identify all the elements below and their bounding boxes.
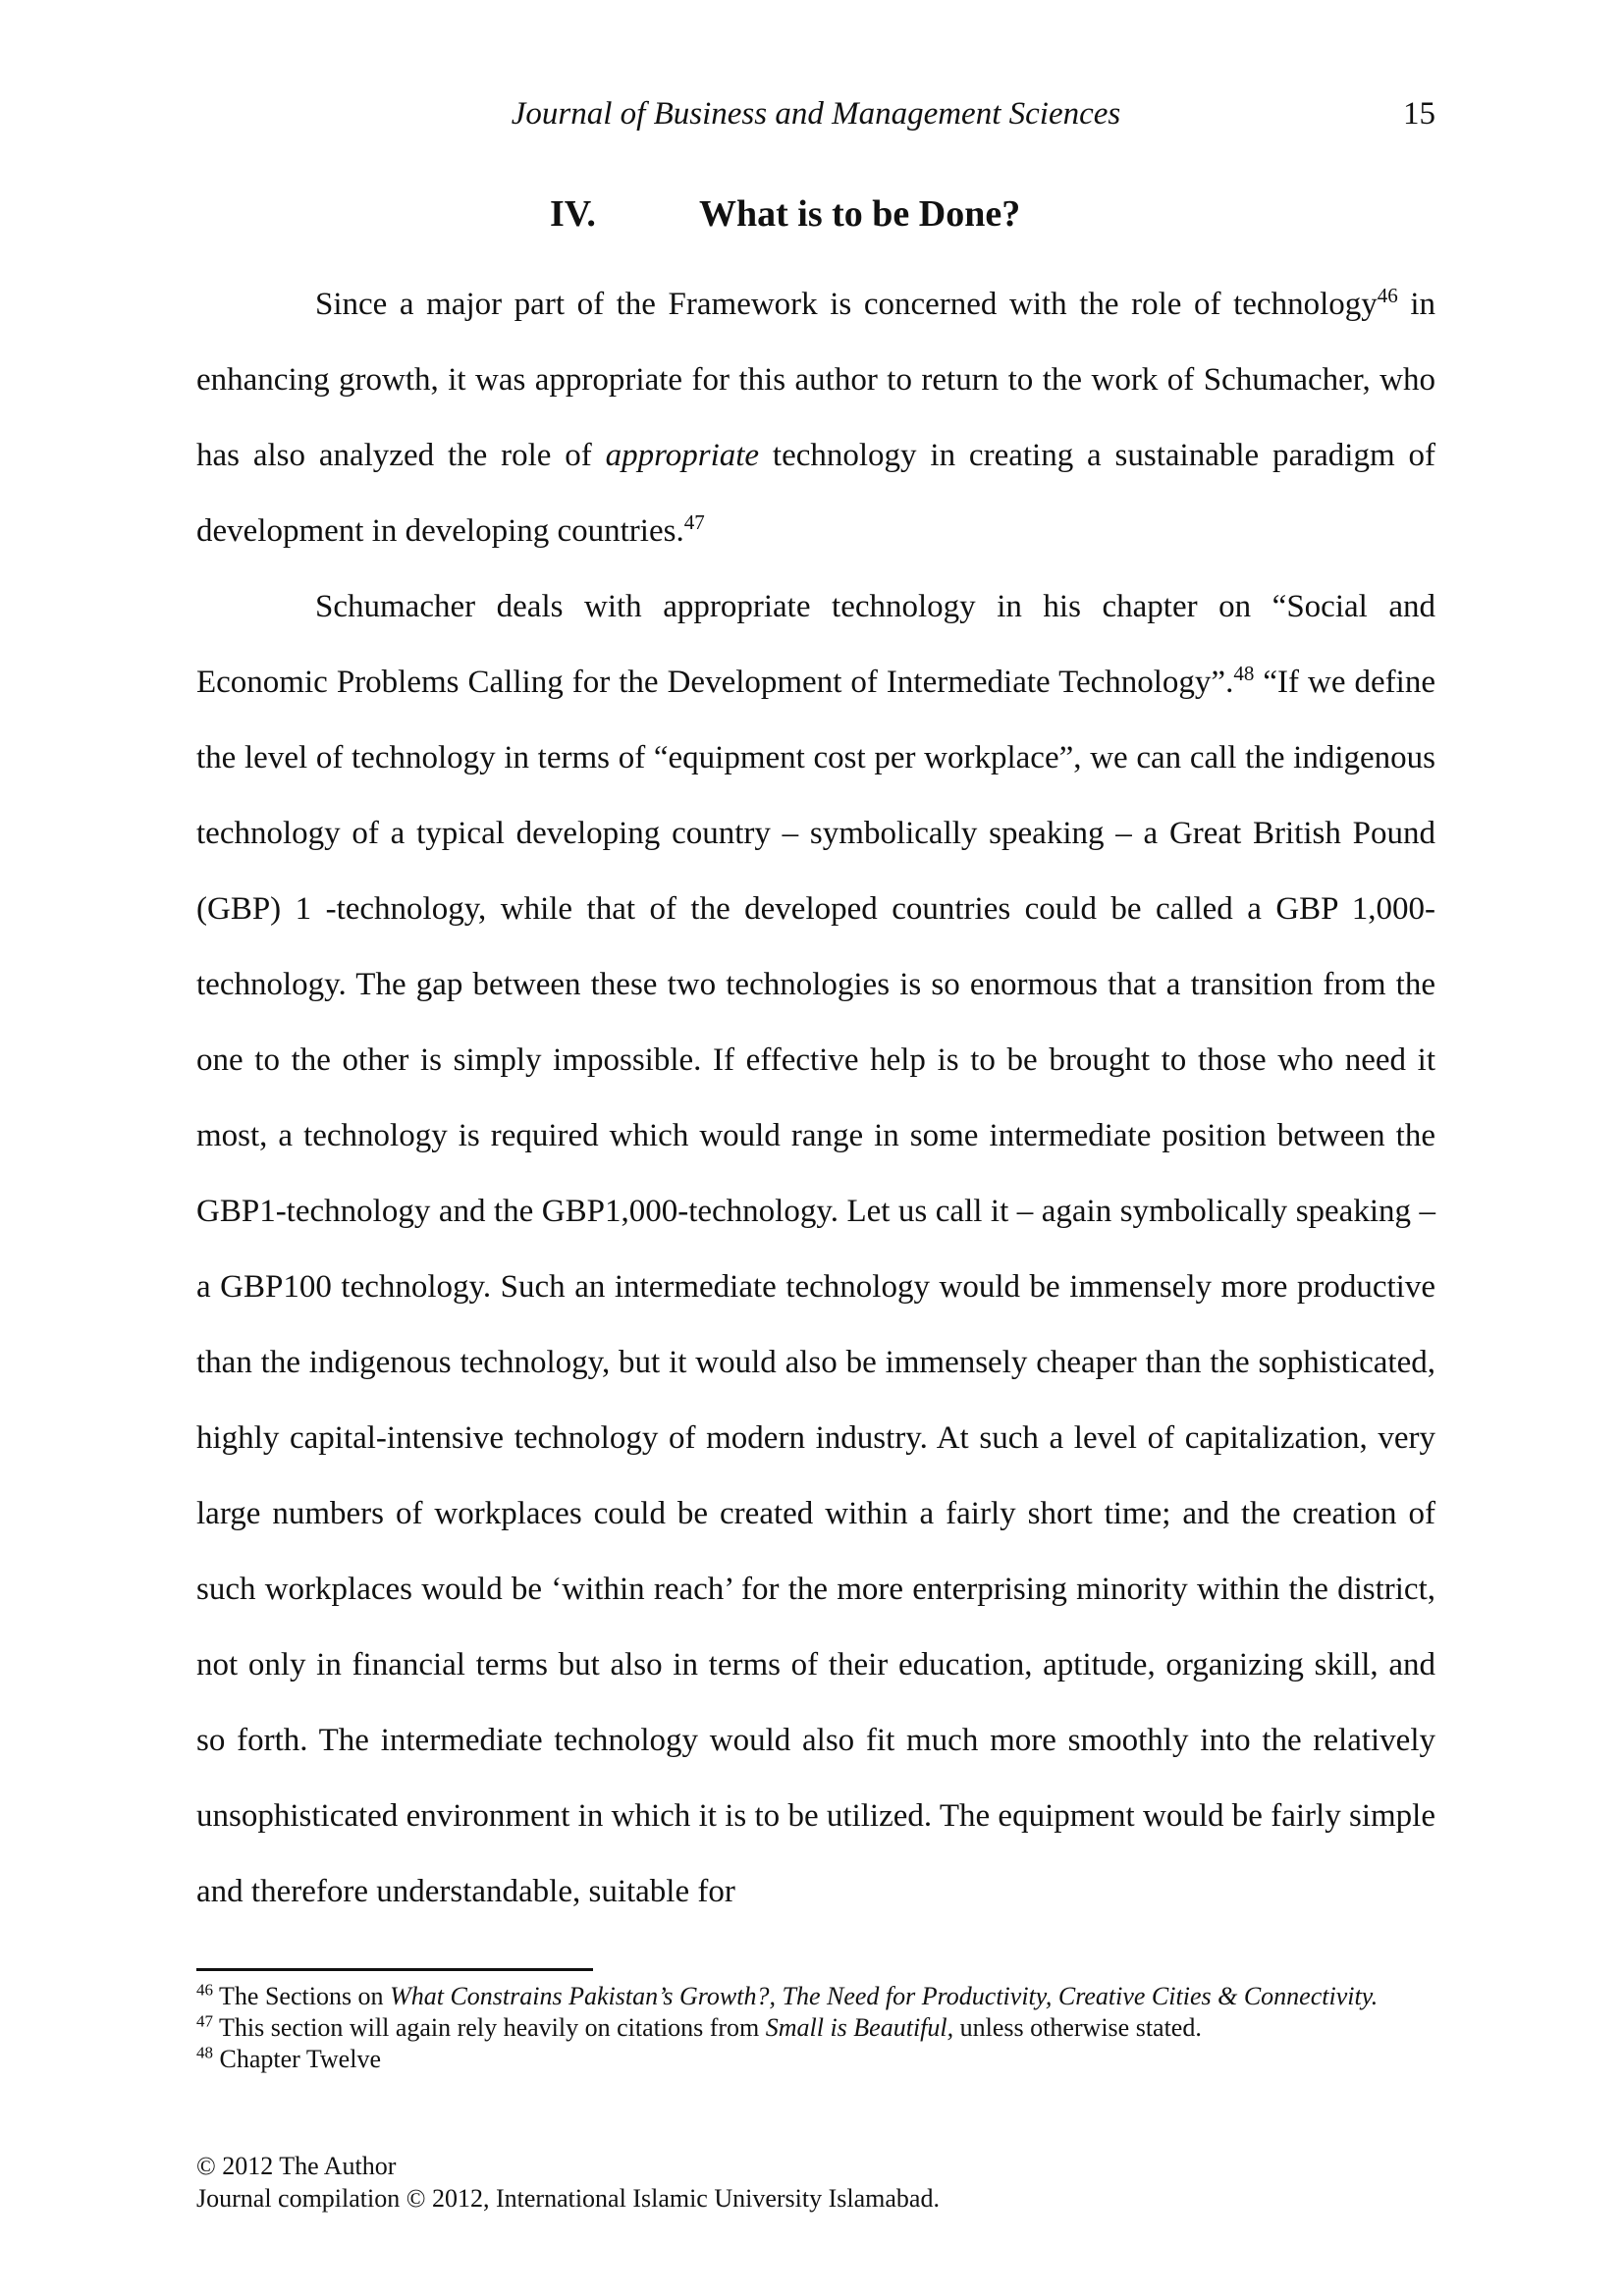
footnote-number: 48: [196, 2043, 213, 2062]
footnote-46: [196, 1981, 1435, 2012]
paragraph-2: [196, 569, 1435, 1930]
section-title: What is to be Done?: [699, 193, 1021, 235]
section-number: IV.: [550, 193, 596, 235]
footnote-47: [196, 2012, 1435, 2044]
paragraph-1-text-b: in enhancing growth, it was appropriate for this author to return to the work of Schumacher, who has also analyzed the role of: [196, 287, 1436, 473]
paragraph-1-text-a: Since a major part of the Framework is concerned with the role of technology: [315, 287, 1378, 322]
paragraph-1-emphasis: appropriate: [605, 438, 760, 473]
copyright-author: © 2012 The Author: [196, 2152, 397, 2180]
footnote-ref-47: 47: [683, 510, 705, 534]
footnote-emphasis: What Constrains Pakistan’s Growth?, The Need for Productivity, Creative Cities & Connectivity.: [390, 1982, 1379, 2010]
footnote-divider: [196, 1968, 593, 1971]
section-heading: [196, 192, 1435, 247]
paragraph-2-text-a: Schumacher deals with appropriate technology in his chapter on “Social and Economic Problems Calling for the Development of Intermediate Technology”.: [196, 589, 1435, 700]
footnote-number: 47: [196, 2011, 213, 2031]
footnote-48: [196, 2044, 1435, 2075]
body-text: [196, 267, 1435, 1930]
running-head: [196, 96, 1435, 141]
journal-title: Journal of Business and Management Sciences: [511, 96, 1121, 132]
paragraph-1: [196, 267, 1435, 569]
copyright-journal: Journal compilation © 2012, International Islamic University Islamabad.: [196, 2184, 940, 2213]
footnote-number: 46: [196, 1980, 213, 2000]
footnotes: [196, 1981, 1435, 2075]
copyright: [196, 2150, 1435, 2215]
paragraph-2-text-b: “If we define the level of technology in terms of “equipment cost per workplace”, we can call the indigenous technology of a typical developing country – symbolically speaking – a Great British Pound (GBP) 1 -technology, while that of the developed countries could be called a GBP 1,000-technology. The gap between these two technologies is so enormous that a transition from the one to the other is simply impossible. If effective help is to be brought to those who need it most, a technology is required which would range in some intermediate position between the GBP1-technology and the GBP1,000-technology. Let us call it – again symbolically speaking – a GBP100 technology. Such an intermediate technology would be immensely more productive than the indigenous technology, but it would also be immensely cheaper than the sophisticated, highly capital-intensive technology of modern industry. At such a level of capitalization, very large numbers of workplaces could be created within a fairly short time; and the creation of such workplaces would be ‘within reach’ for the more enterprising minority within the district, not only in financial terms but also in terms of their education, aptitude, organizing skill, and so forth. The intermediate technology would also fit much more smoothly into the relatively unsophisticated environment in which it is to be utilized. The equipment would be fairly simple and therefore understandable, suitable for: [196, 665, 1435, 1909]
footnote-text: The Sections on: [213, 1982, 391, 2010]
page-number: 15: [1403, 96, 1435, 132]
paragraph-1-text-c: technology in creating a sustainable paradigm of development in developing countries.: [196, 438, 1435, 549]
footnote-text: This section will again rely heavily on citations from: [213, 2013, 766, 2042]
footnote-text: Chapter Twelve: [213, 2045, 381, 2073]
footnote-text-end: unless otherwise stated.: [953, 2013, 1202, 2042]
footnote-ref-48: 48: [1233, 662, 1255, 685]
footnote-ref-46: 46: [1377, 284, 1398, 307]
footnote-emphasis: Small is Beautiful,: [765, 2013, 954, 2042]
